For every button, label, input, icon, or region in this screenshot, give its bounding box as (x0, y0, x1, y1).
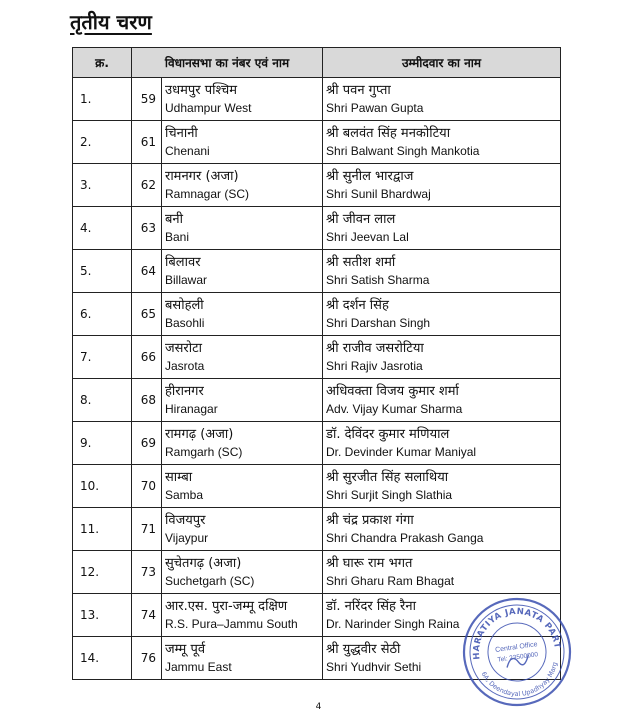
column-header-sr: क्र. (73, 48, 132, 78)
candidate-cell (323, 121, 561, 164)
candidate-cell (323, 508, 561, 551)
table-row (73, 293, 561, 336)
constituency-name-hindi: आर.एस. पुरा-जम्मू दक्षिण (165, 599, 288, 614)
page-number: 4 (315, 702, 322, 712)
table-row (73, 250, 561, 293)
table-header-row (73, 48, 561, 78)
serial-number: 10. (73, 465, 132, 508)
serial-number: 11. (73, 508, 132, 551)
candidate-cell (323, 465, 561, 508)
candidate-name-english: Shri Pawan Gupta (326, 101, 424, 115)
constituency-name-english: Jasrota (165, 359, 205, 373)
constituency-cell (162, 508, 323, 551)
candidate-name-english: Shri Rajiv Jasrotia (326, 359, 423, 373)
serial-number: 14. (73, 637, 132, 680)
serial-number: 6. (73, 293, 132, 336)
phase-heading: तृतीय चरण (70, 10, 152, 34)
candidate-name-hindi: डॉ. नरिंदर सिंह रैना (326, 599, 416, 614)
constituency-cell (162, 293, 323, 336)
constituency-cell (162, 78, 323, 121)
serial-number: 8. (73, 379, 132, 422)
constituency-name-english: Samba (165, 488, 204, 502)
table-row (73, 379, 561, 422)
constituency-name-hindi: उधमपुर पश्चिम (165, 83, 238, 98)
svg-text:BHARATIYA JANATA PARTY: BHARATIYA JANATA PARTY (471, 606, 562, 661)
table-row (73, 508, 561, 551)
candidate-cell (323, 422, 561, 465)
constituency-cell (162, 250, 323, 293)
candidate-cell (323, 336, 561, 379)
serial-number: 1. (73, 78, 132, 121)
candidate-cell (323, 379, 561, 422)
constituency-cell (162, 637, 323, 680)
candidate-name-english: Shri Sunil Bhardwaj (326, 187, 431, 201)
constituency-number: 61 (132, 121, 162, 164)
constituency-name-english: Chenani (165, 144, 210, 158)
table-row (73, 121, 561, 164)
constituency-cell (162, 422, 323, 465)
candidate-name-hindi: श्री बलवंत सिंह मनकोटिया (326, 126, 451, 141)
constituency-number: 74 (132, 594, 162, 637)
party-office-stamp (461, 596, 573, 708)
candidate-name-english: Shri Yudhvir Sethi (326, 660, 422, 674)
constituency-number: 62 (132, 164, 162, 207)
constituency-name-english: Jammu East (165, 660, 232, 674)
constituency-number: 63 (132, 207, 162, 250)
candidate-name-hindi: श्री सुरजीत सिंह सलाथिया (326, 470, 449, 485)
constituency-name-english: Basohli (165, 316, 205, 330)
constituency-cell (162, 164, 323, 207)
serial-number: 2. (73, 121, 132, 164)
serial-number: 12. (73, 551, 132, 594)
table-row (73, 78, 561, 121)
table-row (73, 207, 561, 250)
constituency-number: 64 (132, 250, 162, 293)
candidate-name-english: Shri Gharu Ram Bhagat (326, 574, 455, 588)
constituency-number: 66 (132, 336, 162, 379)
candidate-name-english: Shri Darshan Singh (326, 316, 431, 330)
candidate-name-hindi: श्री जीवन लाल (326, 212, 396, 227)
candidate-name-english: Shri Chandra Prakash Ganga (326, 531, 484, 545)
candidate-name-english: Shri Balwant Singh Mankotia (326, 144, 480, 158)
constituency-name-hindi: हीरानगर (165, 384, 204, 399)
constituency-cell (162, 551, 323, 594)
candidate-name-english: Shri Satish Sharma (326, 273, 430, 287)
svg-text:Central Office: Central Office (494, 641, 538, 654)
column-header-candidate: उम्मीदवार का नाम (323, 48, 561, 78)
candidate-table (72, 47, 561, 680)
constituency-cell (162, 379, 323, 422)
constituency-name-english: Suchetgarh (SC) (165, 574, 255, 588)
serial-number: 9. (73, 422, 132, 465)
candidate-cell (323, 551, 561, 594)
constituency-cell (162, 336, 323, 379)
constituency-name-hindi: बसोहली (165, 298, 204, 313)
constituency-name-english: Vijaypur (165, 531, 209, 545)
serial-number: 13. (73, 594, 132, 637)
constituency-name-hindi: सुचेतगढ़ (अजा) (165, 556, 242, 571)
constituency-name-hindi: बिलावर (165, 255, 201, 270)
candidate-cell (323, 164, 561, 207)
table-row (73, 465, 561, 508)
column-header-constituency: विधानसभा का नंबर एवं नाम (132, 48, 323, 78)
serial-number: 4. (73, 207, 132, 250)
svg-text:Tel: 23500000: Tel: 23500000 (497, 651, 539, 664)
constituency-name-english: Udhampur West (165, 101, 252, 115)
serial-number: 7. (73, 336, 132, 379)
constituency-cell (162, 207, 323, 250)
constituency-name-hindi: चिनानी (165, 126, 198, 141)
candidate-name-hindi: श्री चंद्र प्रकाश गंगा (326, 513, 414, 528)
constituency-name-hindi: जसरोटा (165, 341, 203, 356)
candidate-cell (323, 207, 561, 250)
candidate-name-hindi: श्री घारू राम भगत (326, 556, 413, 571)
svg-text:6A, Deendayal Upadhyay Marg: 6A, Deendayal Upadhyay Marg (479, 661, 560, 698)
serial-number: 5. (73, 250, 132, 293)
constituency-name-english: Hiranagar (165, 402, 218, 416)
candidate-name-english: Adv. Vijay Kumar Sharma (326, 402, 463, 416)
candidate-name-hindi: श्री पवन गुप्ता (326, 83, 391, 98)
constituency-name-hindi: साम्बा (165, 470, 193, 485)
constituency-number: 71 (132, 508, 162, 551)
constituency-number: 73 (132, 551, 162, 594)
candidate-name-hindi: श्री युद्धवीर सेठी (326, 642, 401, 657)
constituency-name-english: Ramgarh (SC) (165, 445, 243, 459)
candidate-name-hindi: अधिवक्ता विजय कुमार शर्मा (326, 384, 459, 399)
table-row (73, 164, 561, 207)
candidate-name-english: Dr. Narinder Singh Raina (326, 617, 460, 631)
serial-number: 3. (73, 164, 132, 207)
candidate-name-hindi: श्री सतीश शर्मा (326, 255, 396, 270)
constituency-cell (162, 594, 323, 637)
candidate-name-english: Shri Jeevan Lal (326, 230, 409, 244)
table-row (73, 336, 561, 379)
table-row (73, 422, 561, 465)
constituency-name-english: Billawar (165, 273, 208, 287)
candidate-name-english: Shri Surjit Singh Slathia (326, 488, 453, 502)
constituency-name-english: R.S. Pura–Jammu South (165, 617, 298, 631)
candidate-name-hindi: डॉ. देविंदर कुमार मणियाल (326, 427, 450, 442)
candidate-cell (323, 78, 561, 121)
constituency-name-hindi: रामगढ़ (अजा) (165, 427, 234, 442)
constituency-number: 76 (132, 637, 162, 680)
candidate-name-hindi: श्री राजीव जसरोटिया (326, 341, 424, 356)
constituency-name-english: Ramnagar (SC) (165, 187, 250, 201)
constituency-name-hindi: विजयपुर (165, 513, 206, 528)
table-row (73, 551, 561, 594)
constituency-name-english: Bani (165, 230, 190, 244)
constituency-name-hindi: बनी (165, 212, 184, 227)
constituency-name-hindi: जम्मू पूर्व (165, 642, 206, 657)
constituency-cell (162, 465, 323, 508)
constituency-name-hindi: रामनगर (अजा) (165, 169, 239, 184)
candidate-name-english: Dr. Devinder Kumar Maniyal (326, 445, 477, 459)
constituency-number: 68 (132, 379, 162, 422)
constituency-number: 59 (132, 78, 162, 121)
candidate-cell (323, 293, 561, 336)
constituency-cell (162, 121, 323, 164)
candidate-name-hindi: श्री सुनील भारद्वाज (326, 169, 414, 184)
constituency-number: 69 (132, 422, 162, 465)
constituency-number: 70 (132, 465, 162, 508)
candidate-cell (323, 250, 561, 293)
candidate-name-hindi: श्री दर्शन सिंह (326, 298, 389, 313)
constituency-number: 65 (132, 293, 162, 336)
